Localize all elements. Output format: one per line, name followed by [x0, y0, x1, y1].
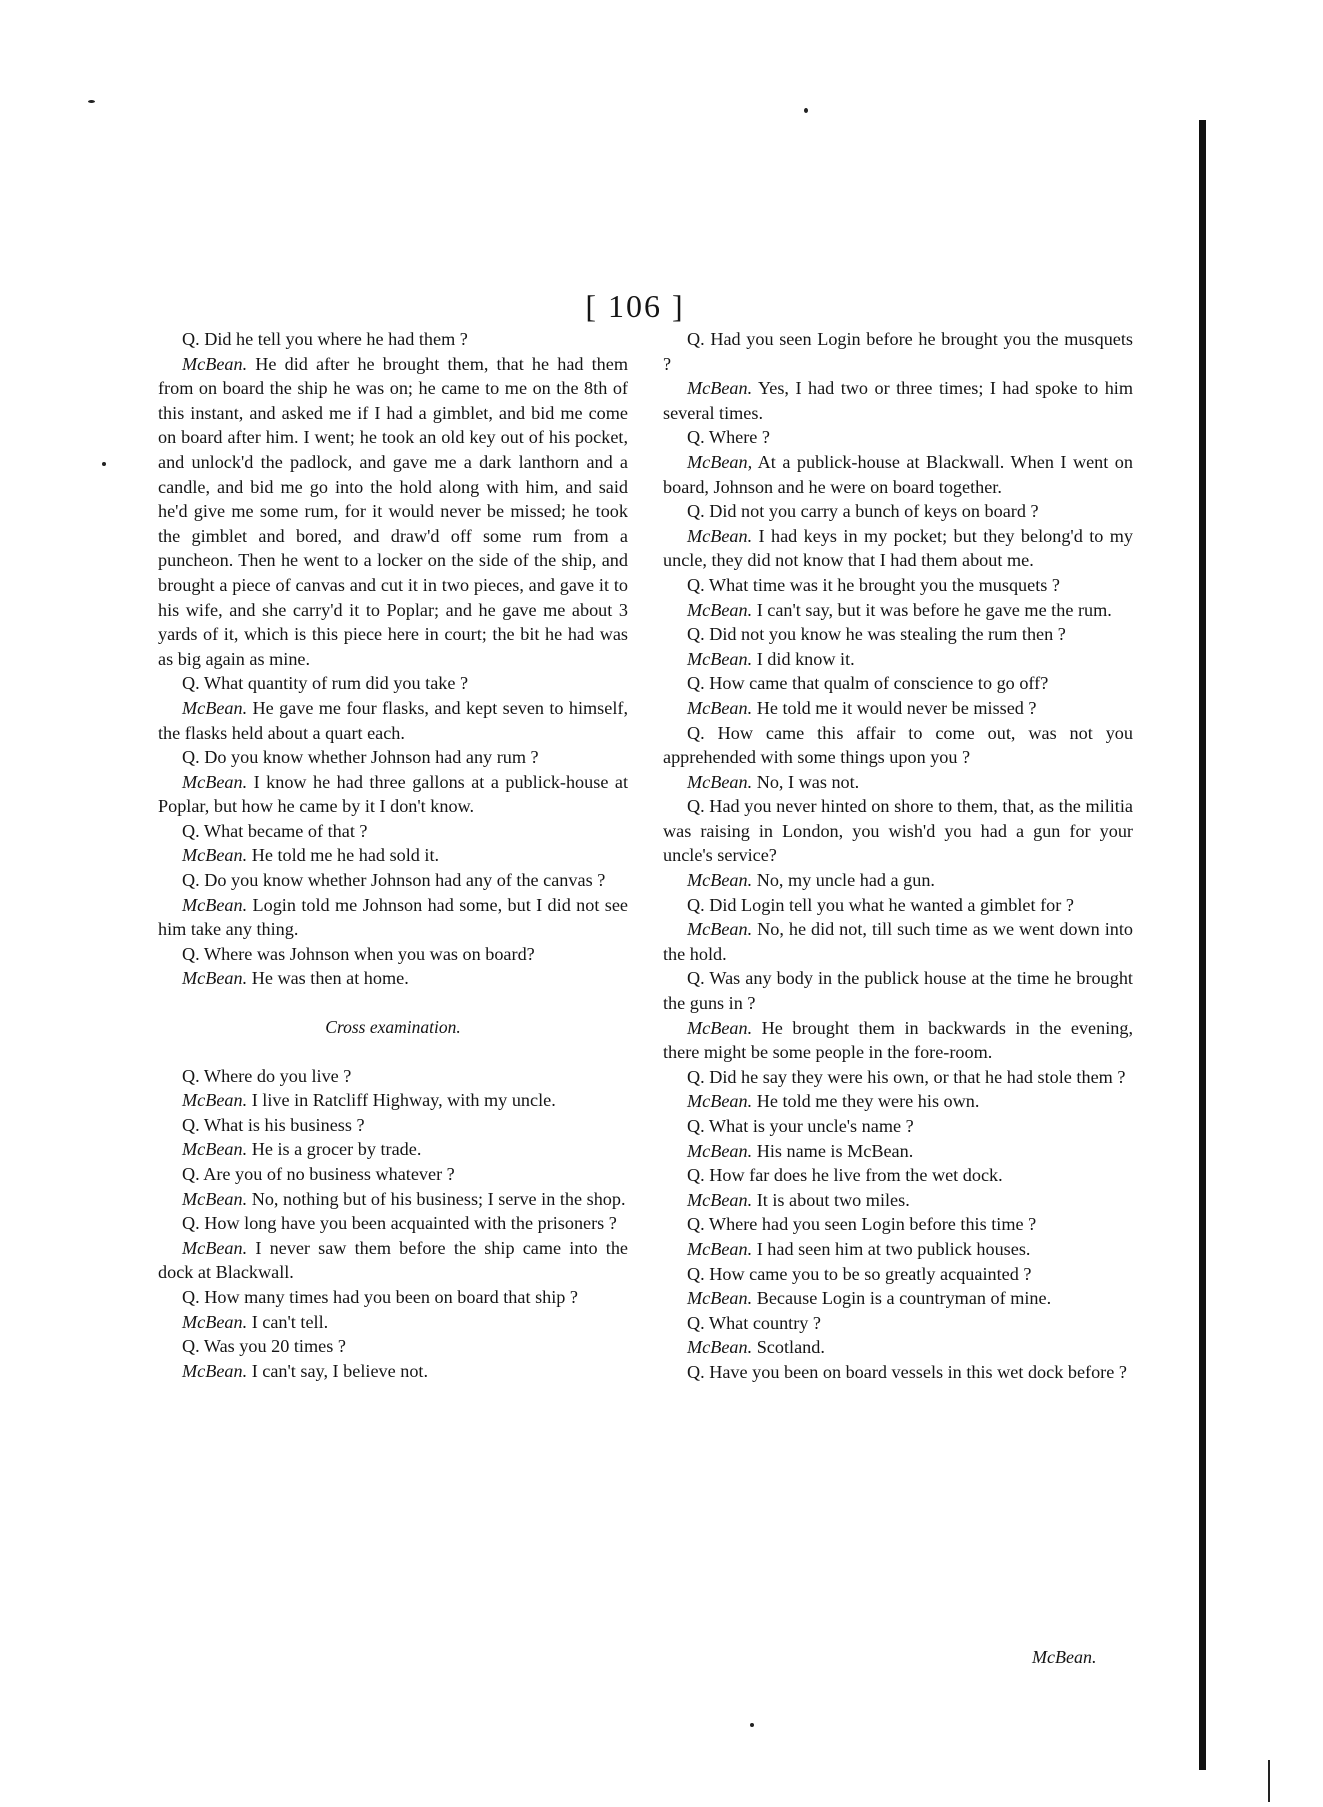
speaker-name: McBean. [182, 894, 248, 915]
answer-paragraph [663, 1016, 1133, 1065]
answer-text: No, my uncle had a gun. [752, 870, 935, 891]
speaker-name: McBean. [687, 1189, 753, 1210]
ink-speck [88, 100, 95, 103]
speaker-name: McBean. [687, 1091, 753, 1112]
answer-paragraph [663, 917, 1133, 966]
question-line: Q. Do you know whether Johnson had any rum ? [182, 747, 539, 768]
answer-paragraph [663, 1237, 1133, 1262]
answer-paragraph [663, 1188, 1133, 1213]
answer-paragraph [158, 1088, 628, 1113]
answer-text: Scotland. [752, 1337, 825, 1358]
answer-text: He told me he had sold it. [247, 845, 440, 866]
answer-text: He is a grocer by trade. [247, 1139, 422, 1160]
question-line: Q. Had you never hinted on shore to them, that, as the militia was raising in London, you wish'd you had a gun for your uncle's service? [663, 796, 1133, 866]
ink-speck [750, 1723, 754, 1727]
section-spacer [158, 1040, 628, 1064]
answer-paragraph [158, 1187, 628, 1212]
speaker-name: McBean. [687, 1288, 753, 1309]
question-line: Q. Did he tell you where he had them ? [182, 329, 468, 349]
answer-text: It is about two miles. [752, 1189, 910, 1210]
question-line: Q. Where do you live ? [182, 1065, 352, 1086]
answer-text: No, I was not. [752, 771, 860, 792]
answer-paragraph [663, 524, 1133, 573]
answer-text: He told me they were his own. [752, 1091, 980, 1112]
answer-paragraph [663, 450, 1133, 499]
answer-text: I had keys in my pocket; but they belong'd to my uncle, they did not know that I had them about me. [663, 525, 1133, 571]
speaker-name: McBean. [687, 648, 753, 669]
question-line: Q. How far does he live from the wet dock. [687, 1165, 1003, 1186]
speaker-name: McBean. [687, 1337, 753, 1358]
speaker-name: McBean. [182, 1360, 248, 1381]
speaker-name: McBean. [687, 599, 753, 620]
speaker-name: McBean. [182, 1139, 248, 1160]
speaker-name: McBean. [182, 1188, 248, 1209]
speaker-name: McBean, [687, 451, 753, 472]
speaker-name: McBean. [687, 870, 753, 891]
question-line: Q. How long have you been acquainted with the prisoners ? [182, 1213, 617, 1234]
answer-paragraph [158, 893, 628, 942]
answer-paragraph [663, 647, 1133, 672]
question-line: Q. How came this affair to come out, was not you apprehended with some things upon you ? [663, 722, 1133, 768]
answer-text: Yes, I had two or three times; I had spoke to him several times. [663, 378, 1133, 423]
answer-paragraph [663, 1335, 1133, 1360]
speaker-name: McBean. [687, 1017, 753, 1038]
question-line: Q. Do you know whether Johnson had any of the canvas ? [182, 870, 606, 891]
section-heading: Cross examination. [325, 1017, 461, 1038]
answer-text: Because Login is a countryman of mine. [752, 1288, 1052, 1309]
question-line: Q. Where was Johnson when you was on board? [182, 943, 535, 964]
answer-text: At a publick-house at Blackwall. When I went on board, Johnson and he were on board together. [663, 451, 1133, 497]
ink-speck [804, 108, 808, 113]
answer-paragraph [158, 1310, 628, 1335]
answer-paragraph [158, 1137, 628, 1162]
speaker-name: McBean. [687, 1140, 753, 1161]
answer-paragraph [663, 696, 1133, 721]
speaker-name: McBean. [182, 1237, 248, 1258]
answer-text: I had seen him at two publick houses. [752, 1238, 1031, 1259]
question-line: Q. Had you seen Login before he brought you the musquets ? [663, 329, 1133, 374]
question-line: Q. What time was it he brought you the musquets ? [687, 574, 1060, 595]
answer-text: No, he did not, till such time as we went down into the hold. [663, 919, 1133, 964]
answer-paragraph [663, 376, 1133, 425]
question-line: Q. How came that qualm of conscience to go off? [687, 673, 1049, 694]
question-line: Q. What quantity of rum did you take ? [182, 673, 469, 694]
question-line: Q. How many times had you been on board that ship ? [182, 1286, 579, 1307]
speaker-name: McBean. [687, 771, 753, 792]
answer-text: His name is McBean. [752, 1140, 914, 1161]
answer-text: I never saw them before the ship came into the dock at Blackwall. [158, 1237, 628, 1283]
answer-paragraph [663, 1286, 1133, 1311]
speaker-name: McBean. [687, 1238, 753, 1259]
question-line: Q. Did not you know he was stealing the rum then ? [687, 624, 1066, 645]
question-line: Q. What is your uncle's name ? [687, 1116, 914, 1136]
answer-paragraph [663, 1089, 1133, 1114]
speaker-name: McBean. [182, 697, 248, 718]
answer-text: He gave me four flasks, and kept seven to himself, the flasks held about a quart each. [158, 697, 628, 743]
question-line: Q. Did not you carry a bunch of keys on board ? [687, 501, 1039, 522]
speaker-name: McBean. [687, 697, 753, 718]
question-line: Q. Are you of no business whatever ? [182, 1164, 455, 1184]
question-line: Q. What is his business ? [182, 1114, 365, 1135]
speaker-name: McBean. [182, 968, 248, 989]
section-spacer [158, 991, 628, 1015]
answer-paragraph [158, 770, 628, 819]
right-column [663, 327, 1133, 1385]
question-line: Q. Was any body in the publick house at the time he brought the guns in ? [663, 968, 1133, 1014]
answer-text: I can't tell. [247, 1311, 329, 1332]
speaker-name: McBean. [687, 919, 753, 940]
speaker-name: McBean. [182, 1311, 248, 1332]
question-line: Q. Did he say they were his own, or that he had stole them ? [687, 1066, 1126, 1087]
answer-text: I did know it. [752, 648, 855, 669]
catchword: McBean. [1032, 1647, 1097, 1667]
answer-text: Login told me Johnson had some, but I did not see him take any thing. [158, 894, 628, 940]
answer-paragraph [158, 843, 628, 868]
question-line: Q. Was you 20 times ? [182, 1336, 346, 1357]
answer-paragraph [158, 966, 628, 991]
question-line: Q. What country ? [687, 1312, 822, 1333]
question-line: Q. How came you to be so greatly acquainted ? [687, 1263, 1032, 1284]
answer-paragraph [158, 1359, 628, 1384]
ink-speck [102, 462, 106, 466]
answer-paragraph [663, 770, 1133, 795]
page-edge-mark [1268, 1760, 1270, 1802]
answer-paragraph [663, 598, 1133, 623]
answer-text: I can't say, I believe not. [247, 1360, 429, 1381]
left-column [158, 327, 628, 1383]
answer-text: He told me it would never be missed ? [752, 697, 1037, 718]
speaker-name: McBean. [182, 1090, 248, 1111]
answer-text: He did after he brought them, that he had them from on board the ship he was on; he came to me on the 8th of this instant, and asked me if I had a gimblet, and bid me come on board after him. I went; he took an old key out of his pocket, and unlock'd the padlock, and gave me a dark lanthorn and a candle, and bid me go into the hold along with him, and said he'd give me some rum, for it would never be missed; he took the gimblet and bored, and draw'd off some rum from a puncheon. Then he went to a locker on the side of the ship, and brought a piece of canvas and cut it in two pieces, and gave it to his wife, and she carry'd it to Poplar; and he gave me about 3 yards of it, which is this piece here in court; the bit he had was as big again as mine. [158, 353, 628, 669]
binding-edge-rule [1199, 120, 1206, 1770]
speaker-name: McBean. [687, 378, 753, 399]
answer-paragraph [663, 1139, 1133, 1164]
answer-paragraph [663, 868, 1133, 893]
question-line: Q. Where had you seen Login before this time ? [687, 1214, 1037, 1235]
speaker-name: McBean. [182, 353, 248, 374]
answer-text: I live in Ratcliff Highway, with my uncle. [247, 1090, 556, 1111]
answer-paragraph [158, 696, 628, 745]
answer-paragraph [158, 1236, 628, 1285]
question-line: Q. What became of that ? [182, 820, 368, 841]
answer-text: I can't say, but it was before he gave me the rum. [752, 599, 1112, 620]
question-line: Q. Have you been on board vessels in this wet dock before ? [687, 1361, 1127, 1382]
speaker-name: McBean. [687, 525, 753, 546]
question-line: Q. Where ? [687, 427, 770, 448]
speaker-name: McBean. [182, 771, 248, 792]
answer-text: He was then at home. [247, 968, 409, 989]
question-line: Q. Did Login tell you what he wanted a gimblet for ? [687, 894, 1074, 915]
answer-text: No, nothing but of his business; I serve in the shop. [247, 1188, 626, 1209]
answer-text: I know he had three gallons at a publick-house at Poplar, but how he came by it I don't know. [158, 771, 628, 817]
answer-text: He brought them in backwards in the evening, there might be some people in the fore-room. [663, 1017, 1133, 1063]
answer-paragraph [158, 352, 628, 672]
page-number: [ 106 ] [585, 288, 685, 324]
speaker-name: McBean. [182, 845, 248, 866]
